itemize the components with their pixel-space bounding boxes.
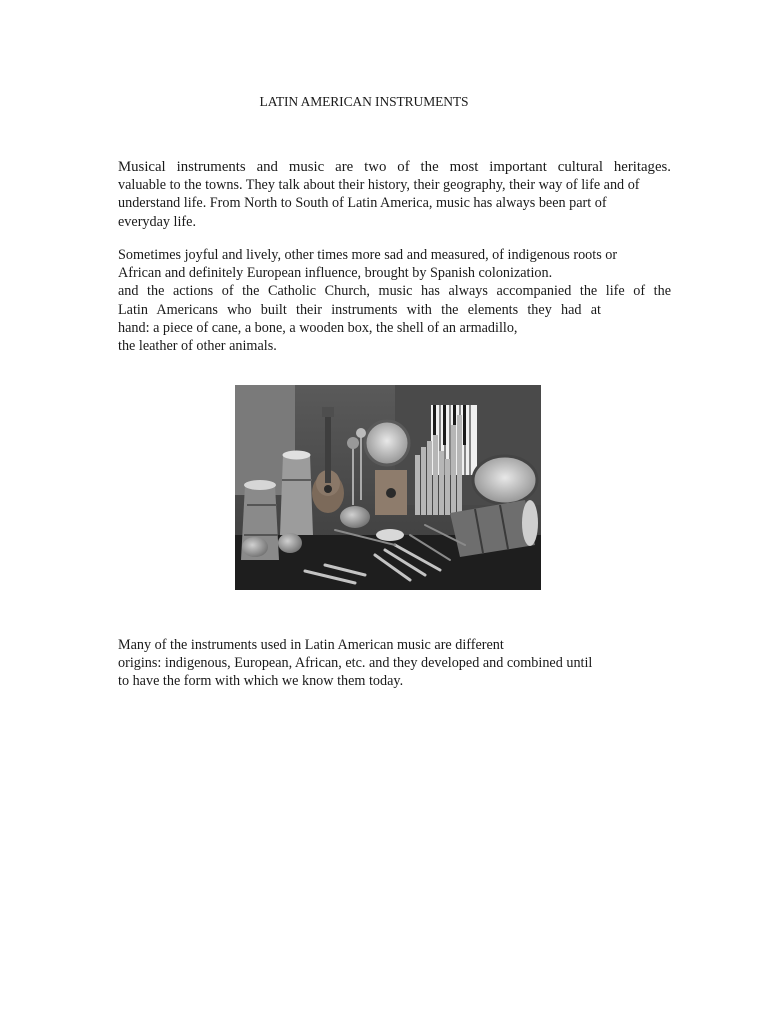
paragraph-line: and the actions of the Catholic Church, music has always accompanied the life of the (118, 283, 671, 300)
paragraph-line: African and definitely European influence, brought by Spanish colonization. (118, 265, 553, 282)
document-title: LATIN AMERICAN INSTRUMENTS (259, 94, 469, 109)
paragraph-line: Sometimes joyful and lively, other times more sad and measured, of indigenous roots or (118, 247, 618, 263)
paragraph-line: Many of the instruments used in Latin American music are different (118, 637, 504, 653)
paragraph-line: Latin Americans who built their instruments with the elements they had at (118, 301, 601, 318)
paragraph-line: Musical instruments and music are two of the most important cultural heritages. (118, 159, 671, 175)
paragraph-line: origins: indigenous, European, African, etc. and they developed and combined until (118, 655, 593, 672)
paragraph-line: hand: a piece of cane, a bone, a wooden box, the shell of an armadillo, (118, 319, 518, 336)
paragraph-line: the leather of other animals. (118, 338, 277, 355)
paragraph-line: everyday life. (118, 213, 196, 230)
paragraph-line: valuable to the towns. They talk about their history, their geography, their way of life and of (118, 177, 640, 194)
paragraph-line: to have the form with which we know them today. (118, 673, 404, 690)
instruments-photo-illustration (235, 385, 541, 590)
paragraph-origins (118, 636, 671, 691)
paragraph-history (118, 246, 671, 355)
instruments-photo (235, 385, 541, 590)
paragraph-line: understand life. From North to South of Latin America, music has always been part of (118, 195, 607, 212)
paragraph-intro (118, 158, 671, 231)
